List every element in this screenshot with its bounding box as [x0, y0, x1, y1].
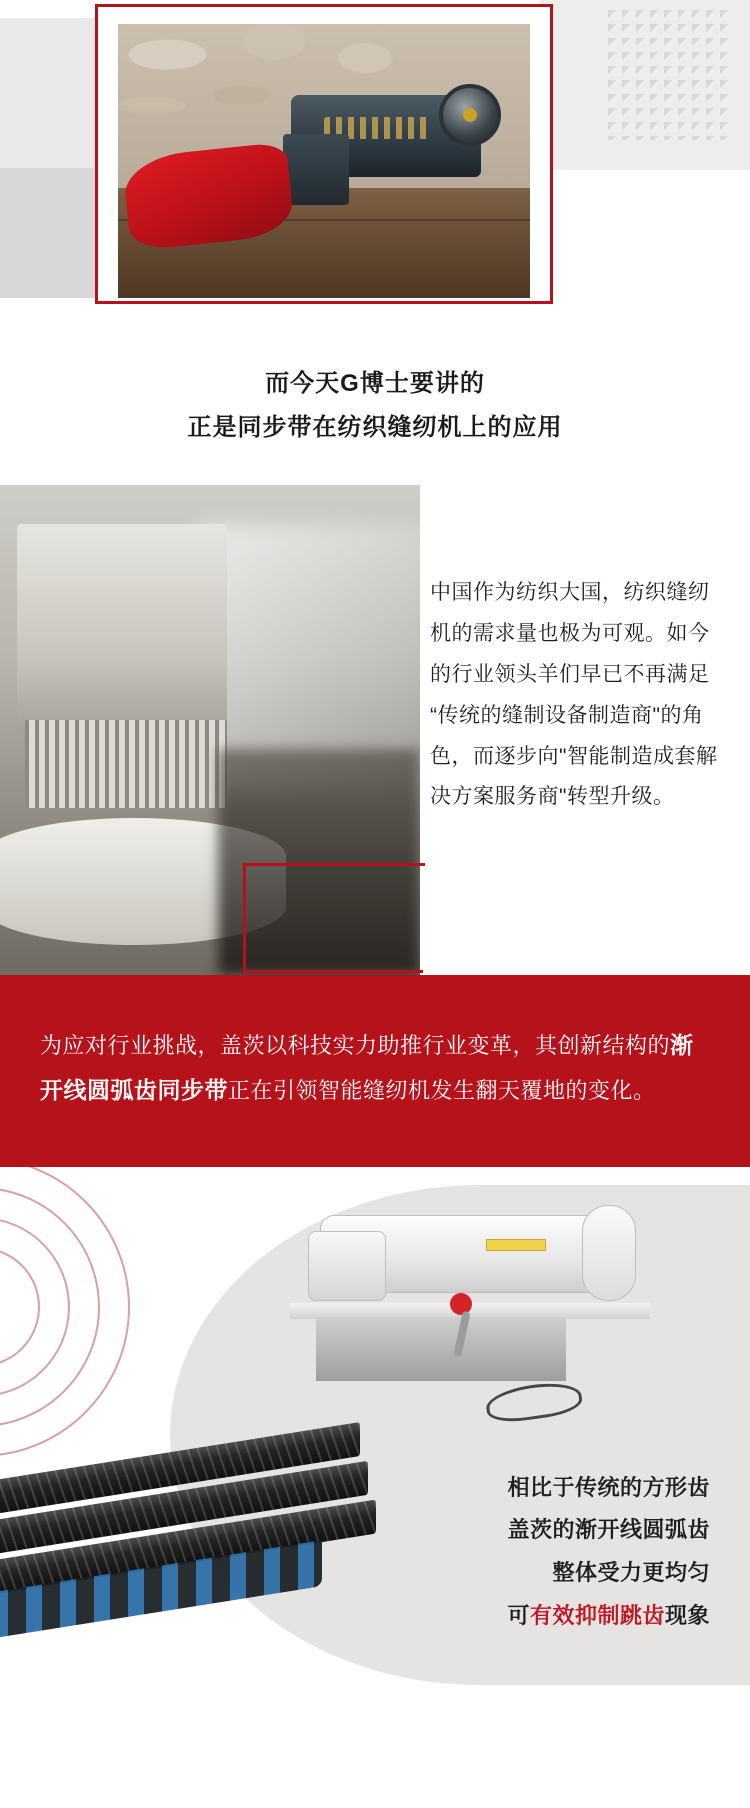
- red-banner-section: [0, 975, 750, 1167]
- decor-arc-rings: [0, 1177, 180, 1437]
- closing-line-3: 整体受力更均匀: [552, 1560, 710, 1586]
- intro-paragraph: 中国作为纺织大国，纺织缝纫机的需求量也极为可观。如今的行业领头羊们早已不再满足“传统的缝制设备制造商"的角色，而逐步向"智能制造成套解决方案服务商"转型升级。: [430, 580, 718, 809]
- vintage-machine-arm: [283, 134, 349, 205]
- closing-text: [380, 1467, 710, 1639]
- red-banner-paragraph: [40, 1023, 710, 1113]
- hero-section: [0, 0, 750, 330]
- vintage-machine-wheel: [439, 84, 501, 146]
- headline-line-1: 而今天G博士要讲的: [265, 370, 485, 397]
- hero-photo: [118, 24, 530, 298]
- embroidery-needle-bar: [25, 720, 227, 808]
- headline-section: [0, 330, 750, 485]
- closing-line-4-highlight: 有效抑制跳齿: [529, 1603, 665, 1629]
- red-banner-text-bold: 渐开线圆弧齿同步带: [40, 1031, 694, 1103]
- machine-head: [308, 1231, 386, 1301]
- industrial-sewing-machine-photo: [290, 1195, 650, 1425]
- closing-line-1: 相比于传统的方形齿: [507, 1474, 710, 1500]
- intro-section: [0, 485, 750, 975]
- scissors: [484, 1378, 584, 1425]
- closing-line-2: 盖茨的渐开线圆弧齿: [507, 1517, 710, 1543]
- arc-ring-4: [0, 1167, 130, 1457]
- closing-line-4: [380, 1595, 710, 1638]
- embroidery-head: [17, 524, 227, 730]
- machine-base: [316, 1317, 566, 1381]
- caution-label: [486, 1239, 546, 1251]
- machine-red-knob: [450, 1293, 472, 1315]
- closing-line-4-suffix: 现象: [664, 1603, 710, 1629]
- decor-red-corner: [243, 863, 423, 973]
- red-banner-text-after: 正在引领智能缝纫机发生翻天覆地的变化。: [228, 1077, 656, 1103]
- decor-gray-block-right: [540, 0, 750, 170]
- machine-thread-stand: [582, 1205, 636, 1301]
- conclusion-section: [0, 1167, 750, 1707]
- closing-line-4-prefix: 可: [507, 1603, 530, 1629]
- red-banner-text-before: 为应对行业挑战，盖茨以科技实力助推行业变革，其创新结构的: [40, 1032, 671, 1058]
- headline-line-2: 正是同步带在纺织缝纫机上的应用: [187, 414, 563, 442]
